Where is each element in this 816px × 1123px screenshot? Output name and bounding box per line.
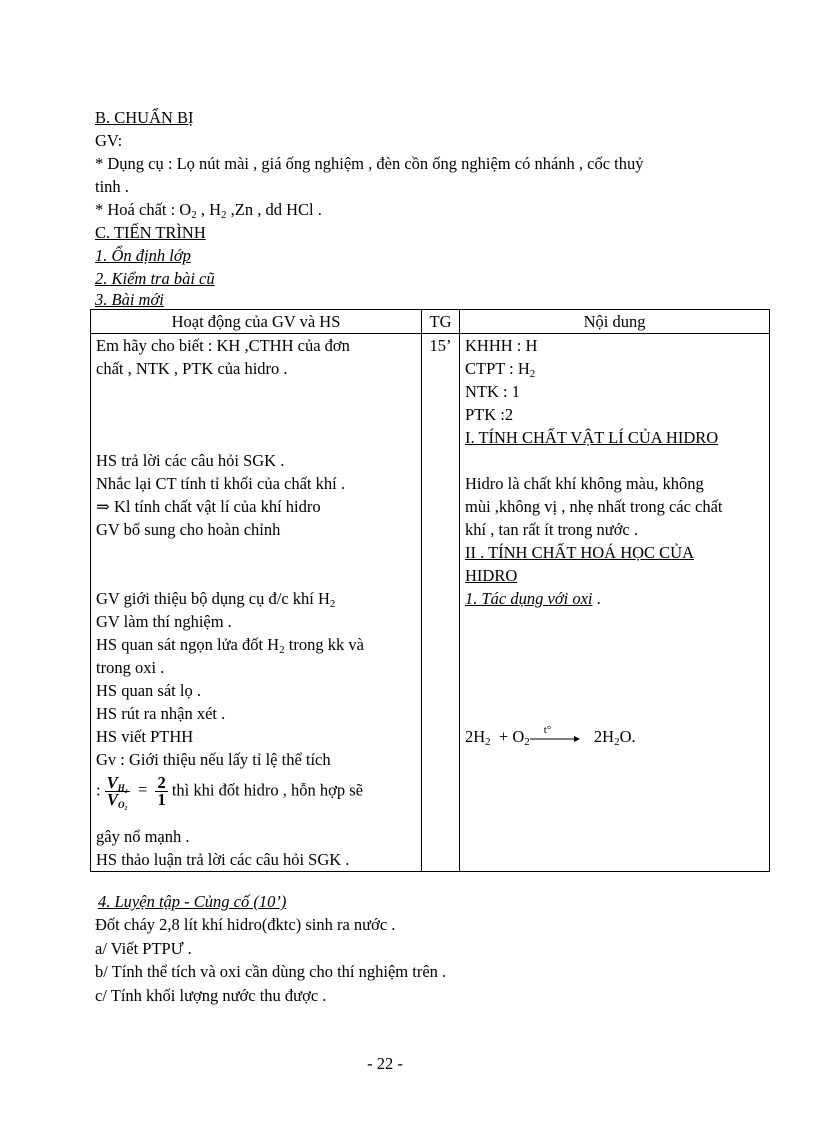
lesson-table bbox=[90, 309, 770, 872]
activity-line: HS quan sát lọ . bbox=[96, 681, 201, 700]
activity-line: HS thảo luận trả lời các câu hỏi SGK . bbox=[96, 850, 350, 869]
reaction-equation: $2H_2 + O_2$ t° $2H_2O$. bbox=[465, 724, 636, 748]
content-line: khí , tan rất ít trong nước . bbox=[465, 520, 639, 539]
content-line: KHHH : H bbox=[465, 336, 538, 355]
implies-icon: ⇒ bbox=[96, 497, 110, 516]
activity-line: GV bổ sung cho hoàn chỉnh bbox=[96, 520, 281, 539]
content-line: mùi ,không vị , nhẹ nhất trong các chất bbox=[465, 497, 723, 516]
header-time: TG bbox=[422, 310, 460, 334]
practice-question: Đốt cháy 2,8 lít khí hidro(đktc) sinh ra nước . bbox=[95, 915, 396, 934]
practice-part-b: b/ Tính thể tích và oxi cần dùng cho thí nghiệm trên . bbox=[95, 962, 447, 981]
section-heading: HIDRO bbox=[465, 566, 518, 585]
step-3: 3. Bài mới bbox=[95, 290, 164, 309]
tools-line-1: * Dụng cụ : Lọ nút mài , giá ống nghiệm , đèn cồn ống nghiệm có nhánh , cốc thuỷ bbox=[95, 154, 644, 173]
activity-line: HS quan sát ngọn lửa đốt $H_2$ trong kk và bbox=[96, 635, 364, 656]
activity-line: GV giới thiệu bộ dụng cụ đ/c khí $H_2$ bbox=[96, 589, 336, 610]
activity-line: chất , NTK , PTK của hidro . bbox=[96, 359, 288, 378]
prep-heading: B. CHUẨN BỊ bbox=[95, 108, 194, 127]
process-heading: C. TIẾN TRÌNH bbox=[95, 223, 206, 242]
content-line: CTPT : $H_2$ bbox=[465, 359, 536, 380]
step-2: 2. Kiểm tra bài cũ bbox=[95, 269, 215, 288]
page-number: - 22 - bbox=[367, 1054, 403, 1073]
header-content: Nội dung bbox=[460, 310, 770, 334]
step-1: 1. Ổn định lớp bbox=[95, 246, 191, 265]
activity-line: gây nổ mạnh . bbox=[96, 827, 190, 846]
ratio-fraction: $\frac{2}{1}$ bbox=[157, 773, 166, 809]
volume-ratio-formula: : $\frac{V_{H_2}}{V_{O_2}}$ = $\frac{2}{1}$ thì khi đốt hidro , hỗn hợp sẽ bbox=[96, 773, 363, 810]
activity-line: GV làm thí nghiệm . bbox=[96, 612, 232, 631]
chemicals-line: * Hoá chất : $O_2$ , $H_2$ ,Zn , dd HCl . bbox=[95, 200, 322, 221]
activity-line: HS rút ra nhận xét . bbox=[96, 704, 226, 723]
activity-line: ⇒ Kl tính chất vật lí của khí hidro bbox=[96, 497, 321, 516]
tools-line-2: tinh . bbox=[95, 177, 129, 196]
content-line: Hidro là chất khí không màu, không bbox=[465, 474, 704, 493]
reaction-arrow-icon: t° bbox=[530, 731, 582, 745]
content-line: PTK :2 bbox=[465, 405, 514, 424]
section-heading: I. TÍNH CHẤT VẬT LÍ CỦA HIDRO bbox=[465, 428, 719, 447]
time-cell bbox=[422, 334, 460, 872]
header-activities: Hoạt động của GV và HS bbox=[91, 310, 422, 334]
table-header-row bbox=[91, 310, 770, 334]
activity-line: trong oxi . bbox=[96, 658, 165, 677]
content-cell bbox=[460, 334, 770, 872]
practice-part-a: a/ Viết PTPƯ . bbox=[95, 939, 192, 958]
activity-line: HS trả lời các câu hỏi SGK . bbox=[96, 451, 285, 470]
content-line: NTK : 1 bbox=[465, 382, 520, 401]
section-heading: II . TÍNH CHẤT HOÁ HỌC CỦA bbox=[465, 543, 695, 562]
activities-cell bbox=[91, 334, 422, 872]
activity-line: Em hãy cho biết : KH ,CTHH của đơn bbox=[96, 336, 350, 355]
volume-fraction: $\frac{V_{H_2}}{V_{O_2}}$ bbox=[106, 773, 128, 810]
teacher-label: GV: bbox=[95, 131, 123, 150]
activity-line: HS viết PTHH bbox=[96, 727, 194, 746]
activity-line: Nhắc lại CT tính tỉ khối của chất khí . bbox=[96, 474, 345, 493]
practice-heading: 4. Luyện tập - Củng cố (10’) bbox=[98, 892, 287, 911]
activity-line: Gv : Giới thiệu nếu lấy tỉ lệ thể tích bbox=[96, 750, 331, 769]
practice-part-c: c/ Tính khối lượng nước thu được . bbox=[95, 986, 327, 1005]
time-value: 15’ bbox=[429, 336, 452, 355]
table-row bbox=[91, 334, 770, 872]
subsection-heading: 1. Tác dụng với oxi . bbox=[465, 589, 601, 608]
